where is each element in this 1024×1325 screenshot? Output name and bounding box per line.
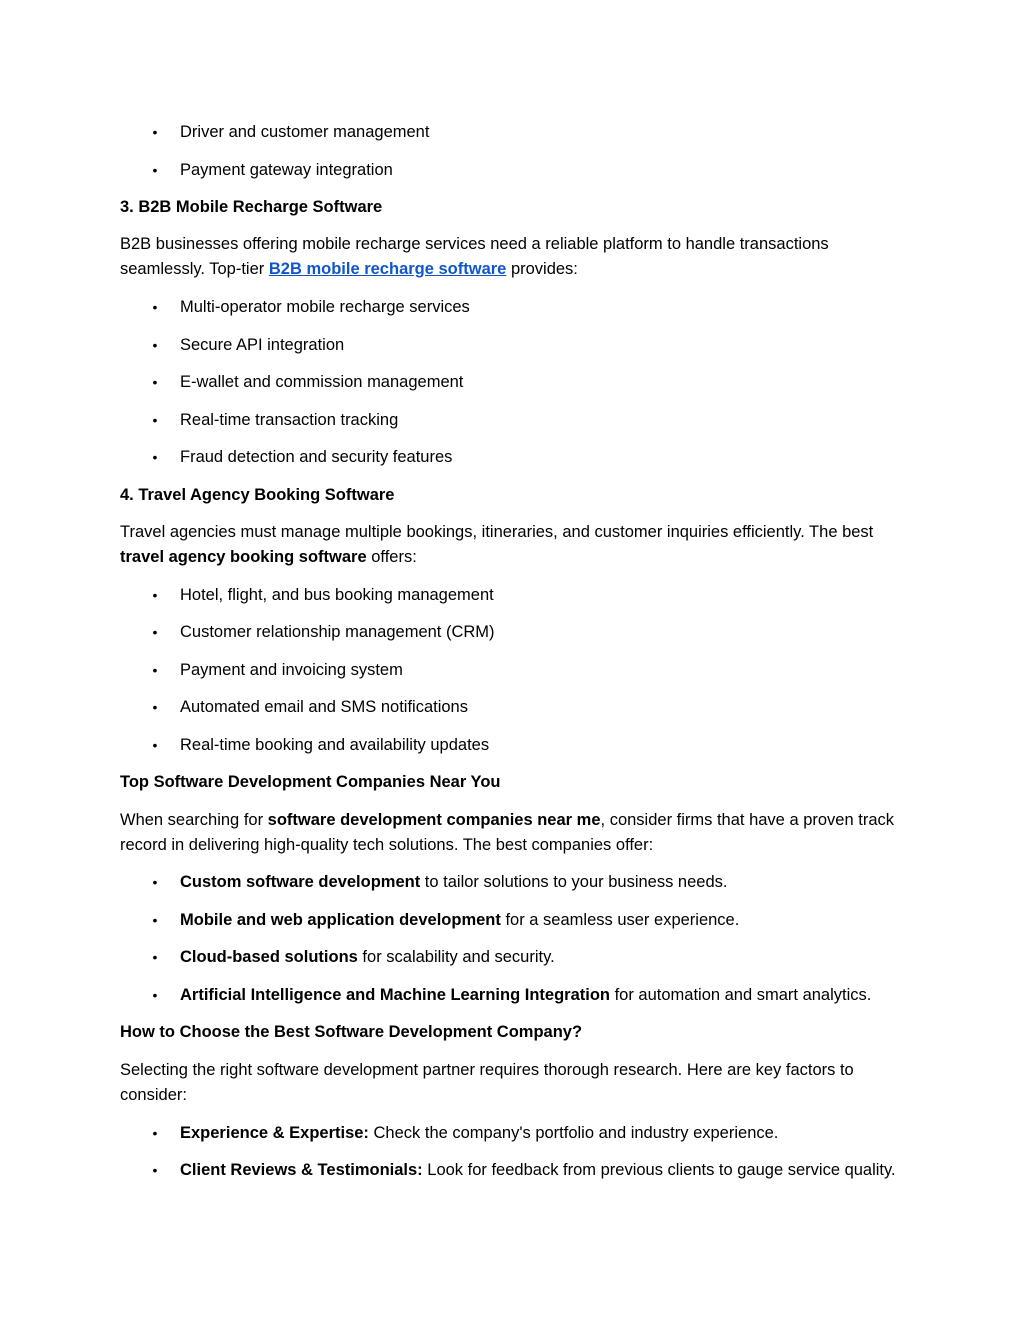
paragraph-bold-text: travel agency booking software: [120, 548, 367, 566]
list-item: [120, 620, 910, 644]
list-item-bold: Mobile and web application development: [180, 911, 501, 929]
section-heading: Top Software Development Companies Near You: [120, 773, 501, 791]
paragraph-text: Travel agencies must manage multiple bookings, itineraries, and customer inquiries efficiently. The best: [120, 523, 874, 541]
list-item-bold: Custom software development: [180, 873, 421, 891]
list-item: [120, 408, 910, 432]
bullet-icon: •: [152, 124, 158, 140]
list-item-rest: Look for feedback from previous clients to gauge service quality.: [422, 1161, 896, 1179]
bullet-icon: •: [152, 587, 158, 603]
list-item: [120, 370, 910, 394]
list-item-text: Fraud detection and security features: [180, 448, 453, 466]
list-item-text: Customer relationship management (CRM): [180, 623, 495, 641]
paragraph-text: When searching for: [120, 811, 268, 829]
list-item-text: [180, 945, 555, 969]
paragraph-text: provides:: [506, 260, 578, 278]
list-item-text: Real-time booking and availability updates: [180, 736, 490, 754]
bullet-icon: •: [152, 624, 158, 640]
list-item-rest: for scalability and security.: [357, 948, 555, 966]
list-item-text: Payment gateway integration: [180, 161, 393, 179]
list-item: [120, 295, 910, 319]
list-item: [120, 733, 910, 757]
list-item: [120, 1121, 910, 1145]
list-item-text: [180, 983, 871, 1007]
bullet-icon: •: [152, 412, 158, 428]
list-item-bold: Client Reviews & Testimonials:: [180, 1161, 423, 1179]
list-item-text: Driver and customer management: [180, 123, 430, 141]
list-item: [120, 695, 910, 719]
paragraph-text: B2B businesses offering mobile recharge services need a reliable platform to handle transactions seamlessly. Top-tier: [120, 235, 829, 278]
section-paragraph: [120, 520, 910, 570]
bullet-icon: •: [152, 299, 158, 315]
list-item-text: [180, 908, 739, 932]
paragraph-text: , consider firms that have a proven track record in delivering high-quality tech solutions. The best companies offer:: [120, 811, 894, 854]
list-item-text: Secure API integration: [180, 336, 345, 354]
list-item: [120, 158, 910, 182]
section-paragraph: [120, 808, 910, 858]
list-item: [120, 870, 910, 894]
bullet-icon: •: [152, 1125, 158, 1141]
list-item-text: Payment and invoicing system: [180, 661, 403, 679]
list-item-rest: for automation and smart analytics.: [609, 986, 872, 1004]
list-item-text: [180, 1158, 896, 1182]
list-item-text: [180, 870, 727, 894]
list-item-text: Automated email and SMS notifications: [180, 698, 468, 716]
paragraph-bold-text: software development companies near me: [267, 811, 601, 829]
bullet-icon: •: [152, 449, 158, 465]
list-item: [120, 908, 910, 932]
section-heading: 4. Travel Agency Booking Software: [120, 486, 395, 504]
bullet-icon: •: [152, 737, 158, 753]
list-item-text: Hotel, flight, and bus booking management: [180, 586, 494, 604]
b2b-mobile-recharge-software-link[interactable]: B2B mobile recharge software: [268, 260, 507, 278]
list-item: [120, 583, 910, 607]
section-paragraph: [120, 232, 910, 282]
list-item-text: Real-time transaction tracking: [180, 411, 399, 429]
bullet-icon: •: [152, 1162, 158, 1178]
list-item-rest: to tailor solutions to your business needs.: [420, 873, 728, 891]
list-item-bold: Artificial Intelligence and Machine Learning Integration: [180, 986, 610, 1004]
bullet-icon: •: [152, 912, 158, 928]
list-item-text: Multi-operator mobile recharge services: [180, 298, 470, 316]
bullet-icon: •: [152, 949, 158, 965]
bullet-icon: •: [152, 699, 158, 715]
list-item: [120, 445, 910, 469]
list-item: [120, 945, 910, 969]
bullet-icon: •: [152, 162, 158, 178]
section-paragraph: Selecting the right software development partner requires thorough research. Here are key factors to consider:: [120, 1061, 854, 1104]
list-item-rest: Check the company's portfolio and industry experience.: [368, 1124, 779, 1142]
bullet-icon: •: [152, 374, 158, 390]
list-item-text: [180, 1121, 778, 1145]
bullet-icon: •: [152, 662, 158, 678]
paragraph-text: offers:: [366, 548, 417, 566]
section-heading: 3. B2B Mobile Recharge Software: [120, 198, 383, 216]
section-heading: How to Choose the Best Software Development Company?: [120, 1023, 583, 1041]
list-item: [120, 983, 910, 1007]
list-item-bold: Experience & Expertise:: [180, 1124, 369, 1142]
bullet-icon: •: [152, 874, 158, 890]
bullet-icon: •: [152, 987, 158, 1003]
list-item-rest: for a seamless user experience.: [500, 911, 740, 929]
list-item: [120, 333, 910, 357]
list-item-bold: Cloud-based solutions: [180, 948, 358, 966]
list-item-text: E-wallet and commission management: [180, 373, 464, 391]
list-item: [120, 1158, 910, 1182]
list-item: [120, 120, 910, 144]
bullet-icon: •: [152, 337, 158, 353]
list-item: [120, 658, 910, 682]
